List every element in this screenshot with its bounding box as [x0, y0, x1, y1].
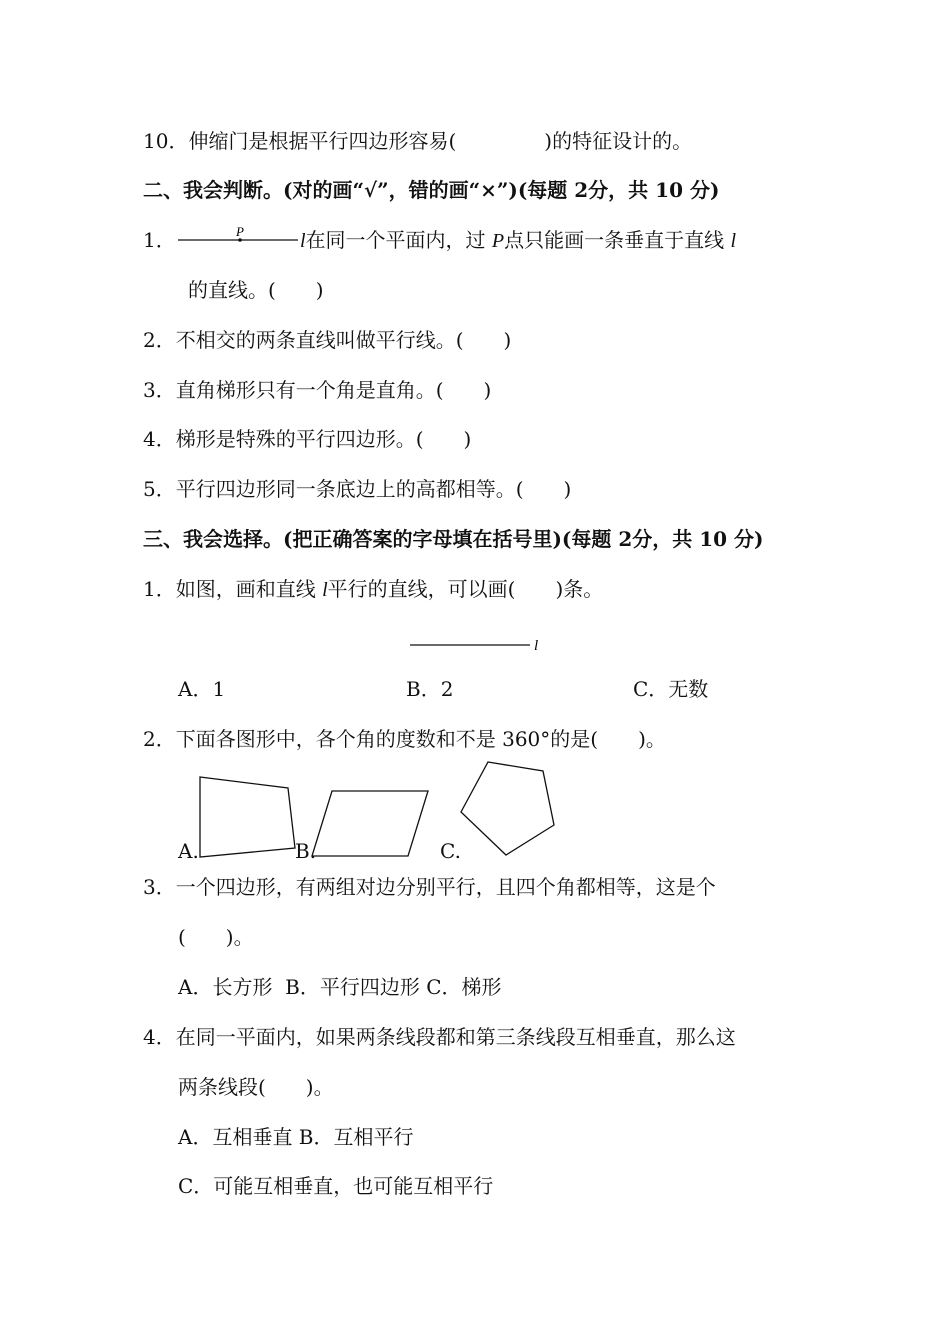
judge-item-1-cont[interactable]: 的直线。( )	[188, 278, 324, 302]
line-name: l	[322, 579, 328, 601]
judge-item-1-text	[300, 227, 736, 254]
shapes-figure	[170, 755, 570, 865]
option-b[interactable]: B．2	[406, 677, 454, 701]
statement-text: 梯形是特殊的平行四边形。( )	[175, 427, 472, 451]
statement-text: 直角梯形只有一个角是直角。( )	[175, 378, 492, 402]
choice-question-3-options[interactable]: A．长方形 B．平行四边形 C．梯形	[178, 975, 502, 999]
question-number: 1．	[143, 228, 176, 252]
choice-question-4-option-c[interactable]: C．可能互相垂直，也可能互相平行	[178, 1174, 494, 1198]
question-number: 3．	[143, 378, 176, 402]
question-number: 2．	[143, 727, 176, 751]
statement-text: 不相交的两条直线叫做平行线。( )	[175, 328, 512, 352]
question-number: 1．	[143, 577, 176, 601]
shape-label-c[interactable]: C.	[440, 839, 461, 863]
judge-item-4[interactable]	[143, 426, 471, 452]
choice-question-4	[143, 1024, 736, 1050]
shape-label-b[interactable]: B.	[295, 839, 317, 863]
option-a[interactable]: A．1	[178, 677, 226, 701]
line-l-label: l	[300, 230, 306, 252]
question-text: 在同一平面内，如果两条线段都和第三条线段互相垂直，那么这	[175, 1025, 736, 1049]
quadrilateral-shape-a	[200, 777, 295, 857]
choice-question-4-cont[interactable]: 两条线段( )。	[178, 1075, 334, 1099]
pentagon-shape-c	[461, 762, 554, 855]
line-l-label: l	[534, 638, 539, 654]
question-number: 10．	[143, 129, 189, 153]
line-l-figure	[410, 636, 550, 656]
question-text: 伸缩门是根据平行四边形容易(	[188, 129, 457, 153]
parallelogram-shape-b	[312, 791, 428, 856]
choice-question-1	[143, 576, 603, 603]
judge-item-5[interactable]	[143, 476, 571, 502]
judge-item-3[interactable]	[143, 377, 491, 403]
question-number: 3．	[143, 875, 176, 899]
question-number: 4．	[143, 1025, 176, 1049]
question-number: 4．	[143, 427, 176, 451]
statement-text: 在同一个平面内，过	[305, 228, 492, 252]
question-text: 一个四边形，有两组对边分别平行，且四个角都相等，这是个	[175, 875, 716, 899]
choice-question-3-cont[interactable]: ( )。	[178, 925, 254, 949]
section-3-heading: 三、我会选择。(把正确答案的字母填在括号里)(每题 2分，共 10 分)	[143, 527, 764, 551]
choice-question-3	[143, 874, 716, 900]
point-name: P	[491, 230, 505, 252]
shape-label-a[interactable]: A.	[178, 839, 199, 863]
judge-item-2[interactable]	[143, 327, 511, 353]
choice-question-4-option-ab[interactable]: A．互相垂直 B．互相平行	[178, 1125, 414, 1149]
question-text: )的特征设计的。	[544, 129, 693, 153]
question-10	[143, 128, 692, 154]
line-name: l	[730, 230, 737, 252]
point-line-figure	[178, 222, 303, 252]
statement-text: 点只能画一条垂直于直线	[504, 228, 731, 252]
section-2-heading: 二、我会判断。(对的画“√”，错的画“×”)(每题 2分，共 10 分)	[143, 178, 720, 202]
question-number: 2．	[143, 328, 176, 352]
option-c[interactable]: C．无数	[633, 677, 709, 701]
question-text: 下面各图形中，各个角的度数和不是 360°的是( )。	[175, 727, 666, 751]
judge-item-1	[143, 227, 176, 253]
question-text: 平行的直线，可以画( )条。	[327, 577, 604, 601]
statement-text: 平行四边形同一条底边上的高都相等。( )	[175, 477, 572, 501]
question-number: 5．	[143, 477, 176, 501]
point-p-label: P	[236, 224, 244, 239]
choice-question-2	[143, 726, 666, 752]
question-text: 如图，画和直线	[175, 577, 323, 601]
